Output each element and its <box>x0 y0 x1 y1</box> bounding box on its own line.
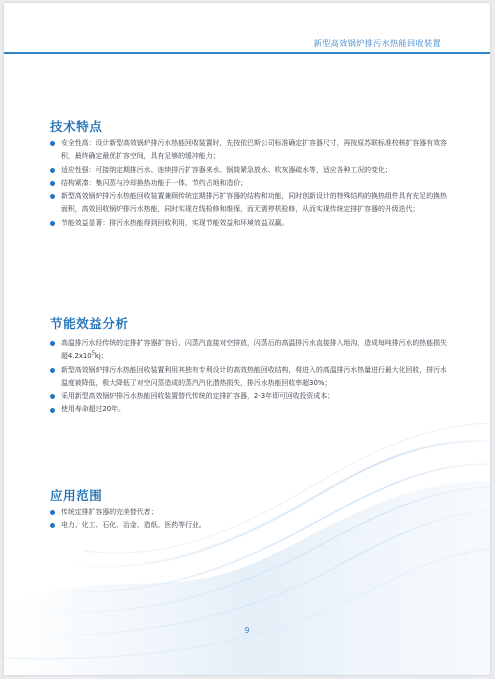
list-item: 传统定排扩容器的完美替代者； <box>50 506 450 519</box>
section-title-energy-analysis: 节能效益分析 <box>50 316 129 331</box>
bullet-dot-icon <box>50 394 55 399</box>
list-item: 使用寿命超过20年。 <box>50 403 450 416</box>
bullet-dot-icon <box>50 510 55 515</box>
bullet-dot-icon <box>50 194 55 199</box>
superscript-exponent: 5 <box>91 351 95 357</box>
features-list <box>50 137 450 230</box>
applications-list <box>50 506 450 533</box>
list-item: 节能效益显著：排污水热能得到回收利用，实现节能效益和环境效益双赢。 <box>50 217 450 230</box>
section-title-features: 技术特点 <box>50 119 103 134</box>
list-item: 新型高效锅炉排污水热能回收装置利用其独有专利设计的高效热能回收结构，将进入的高温排污水热量进行最大化回收，排污水温度被降低，极大降低了对空闪蒸造成的蒸汽汽化潜热损失，排污水热能回收率超30%； <box>50 364 450 391</box>
bullet-dot-icon <box>50 221 55 226</box>
list-item: 电力、化工、石化、冶金、造纸、医药等行业。 <box>50 519 450 532</box>
bullet-dot-icon <box>50 368 55 373</box>
list-item: 采用新型高效锅炉排污水热能回收装置替代传统的定排扩容器，2-3年即可回收投资成本； <box>50 390 450 403</box>
energy-analysis-list <box>50 337 450 417</box>
bullet-dot-icon <box>50 408 55 413</box>
document-page <box>4 3 490 675</box>
bullet-dot-icon <box>50 523 55 528</box>
list-item: 结构紧凑：集闪蒸与冷却换热功能于一体，节约占地和造价； <box>50 177 450 190</box>
section-title-applications: 应用范围 <box>50 488 103 503</box>
list-item: 高温排污水经传统的定排扩容器扩容后，闪蒸汽直接对空排放，闪蒸后的高温排污水直接排入地沟，造成每吨排污水的热能损失超$4.2x10^5kj$； <box>50 337 450 364</box>
list-item: 适应性强：可接纳定期排污水、连续排污扩容器来水、锅筒紧急放水、吹灰器疏水等，适应各种工况的变化； <box>50 164 450 177</box>
bullet-dot-icon <box>50 168 55 173</box>
header-divider <box>4 52 490 54</box>
bullet-dot-icon <box>50 341 55 346</box>
page-number: 9 <box>244 626 250 635</box>
list-item: 新型高效锅炉排污水热能回收装置兼顾传统定期排污扩容器的结构和功能，同时创新设计的特殊结构的换热组件具有充足的换热面积，高效回收锅炉排污水热能，同时实现在线检修和维保，而无需停机检修，从而实现传统定排扩容器的升级迭代； <box>50 190 450 217</box>
bullet-dot-icon <box>50 181 55 186</box>
header-title: 新型高效锅炉排污水热能回收装置 <box>313 38 441 48</box>
bullet-dot-icon <box>50 141 55 146</box>
list-item: 安全性高：设计新型高效锅炉排污水热能回收装置时，先按依巴斯公司标准确定扩容器尺寸，再按原苏联标准校核扩容器有效容积，最终确定最优扩容空间，具有足够的缓冲能力； <box>50 137 450 164</box>
